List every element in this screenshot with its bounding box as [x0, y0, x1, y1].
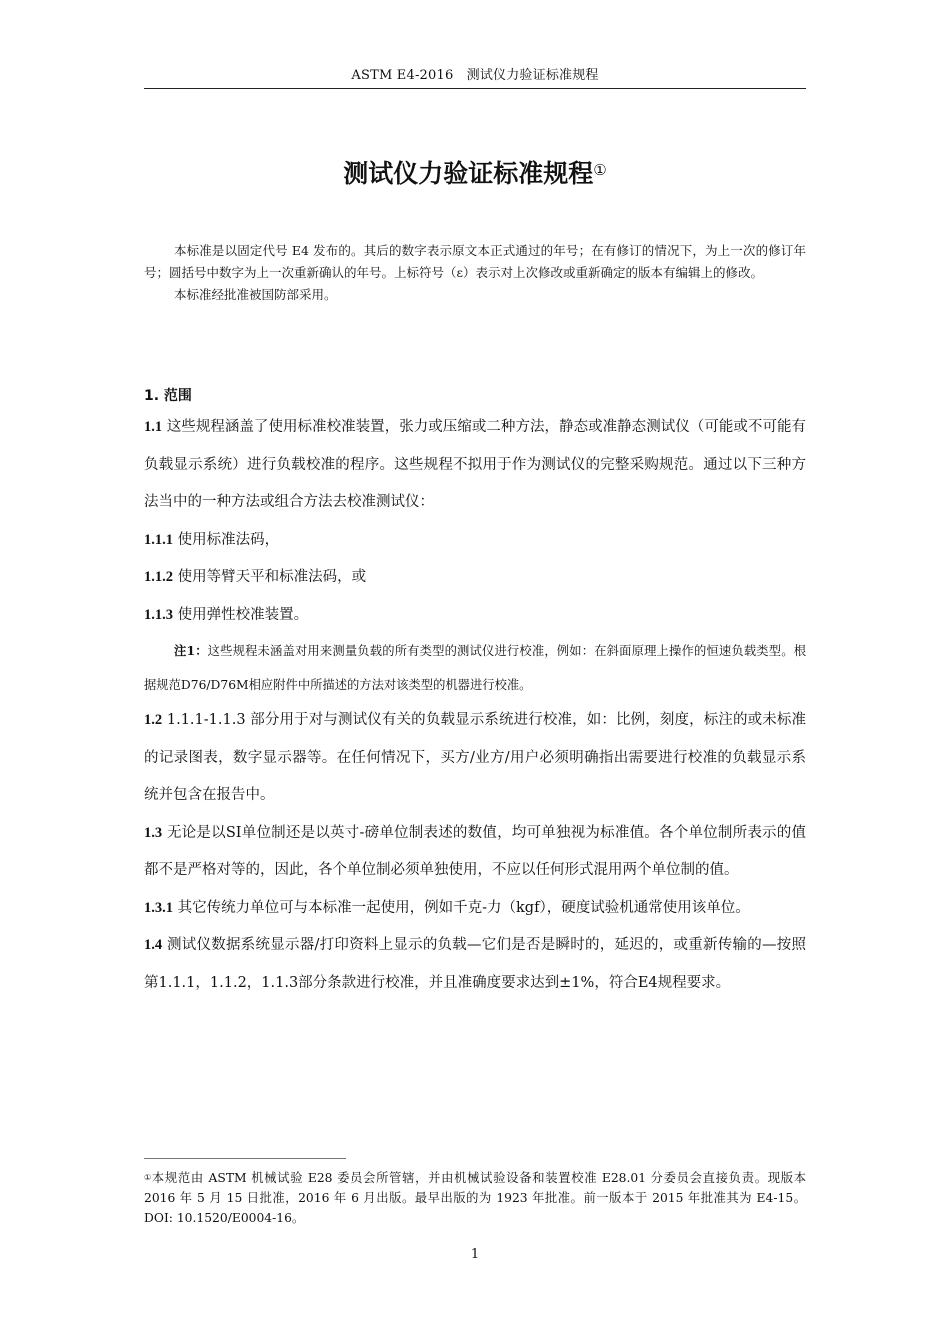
header-rule	[144, 88, 806, 89]
clause-text: 测试仪数据系统显示器/打印资料上显示的负载—它们是否是瞬时的，延迟的，或重新传输的—按照第1.1.1，1.1.2，1.1.3部分条款进行校准，并且准确度要求达到±1%，符合E4规程要求。	[144, 937, 806, 991]
clause-number: 1.1	[144, 419, 163, 435]
running-header: ASTM E4-2016 测试仪力验证标准规程	[351, 68, 599, 83]
footnote-rule	[144, 1158, 346, 1159]
document-title	[144, 156, 806, 192]
document-page	[144, 0, 806, 1344]
note-1	[144, 634, 806, 702]
clause-number: 1.1.1	[144, 531, 173, 548]
clause-text: 1.1.1-1.1.3 部分用于对与测试仪有关的负载显示系统进行校准，如：比例，刻度，标注的或未标准的记录图表，数字显示器等。在任何情况下，买方/业方/用户必须明确指出需要进行校准的负载显示系统并包含在报告中。	[144, 712, 806, 803]
section-scope	[144, 383, 806, 1002]
clause-number: 1.3.1	[144, 899, 173, 916]
clause-1-3	[144, 815, 806, 890]
page-number: 1	[470, 1247, 480, 1262]
section-heading-scope: 1. 范围	[144, 388, 192, 404]
footnote-mark: ①	[144, 1173, 152, 1182]
note-label: 注1：	[174, 643, 208, 658]
clause-text: 使用弹性校准装置。	[173, 606, 309, 623]
clause-text: 使用等臂天平和标准法码，或	[173, 569, 367, 585]
clause-1-2	[144, 702, 806, 815]
clause-1-4	[144, 927, 806, 1002]
intro-block	[144, 240, 806, 306]
clause-1-1	[144, 409, 806, 522]
title-text: 测试仪力验证标准规程	[343, 159, 594, 188]
footnote	[144, 1168, 806, 1228]
title-footnote-mark: ①	[593, 161, 607, 179]
clause-1-3-1	[144, 890, 806, 928]
clause-text: 这些规程涵盖了使用标准校准装置，张力或压缩或二种方法，静态或准静态测试仪（可能或不可能有负载显示系统）进行负载校准的程序。这些规程不拟用于作为测试仪的完整采购规范。通过以下三种方法当中的一种方法或组合方法去校准测试仪：	[144, 419, 806, 510]
clause-number: 1.3	[144, 824, 163, 841]
clause-1-1-3	[144, 597, 806, 635]
clause-1-1-2	[144, 559, 806, 597]
intro-paragraph-2: 本标准经批准被国防部采用。	[174, 287, 337, 302]
clause-text: 无论是以SI单位制还是以英寸-磅单位制表述的数值，均可单独视为标准值。各个单位制所表示的值都不是严格对等的，因此，各个单位制必须单独使用，不应以任何形式混用两个单位制的值。	[144, 824, 806, 878]
clause-number: 1.1.3	[144, 606, 173, 623]
clause-1-1-1	[144, 522, 806, 560]
note-text: 这些规程未涵盖对用来测量负载的所有类型的测试仪进行校准，例如：在斜面原理上操作的恒速负载类型。根据规范D76/D76M相应附件中所描述的方法对该类型的机器进行校准。	[144, 644, 806, 692]
clause-number: 1.2	[144, 712, 163, 728]
clause-number: 1.1.2	[144, 569, 173, 585]
clause-number: 1.4	[144, 937, 163, 953]
intro-paragraph-1: 本标准是以固定代号 E4 发布的。其后的数字表示原文本正式通过的年号；在有修订的情况下，为上一次的修订年号；圆括号中数字为上一次重新确认的年号。上标符号（ε）表示对上次修改或重新确定的版本有编辑上的修改。	[144, 243, 806, 280]
clause-text: 使用标准法码，	[173, 531, 280, 548]
footnote-text: 本规范由 ASTM 机械试验 E28 委员会所管辖，并由机械试验设备和装置校准 E28.01 分委员会直接负责。现版本 2016 年 5 月 15 日批准，2016 年 6 月出版。最早出版的为 1923 年批准。前一版本于 2015 年批准其为 E4-15。DOI: 10.1520/E0004-16。	[144, 1171, 807, 1225]
clause-text: 其它传统力单位可与本标准一起使用，例如千克-力（kgf），硬度试验机通常使用该单位。	[173, 899, 750, 916]
